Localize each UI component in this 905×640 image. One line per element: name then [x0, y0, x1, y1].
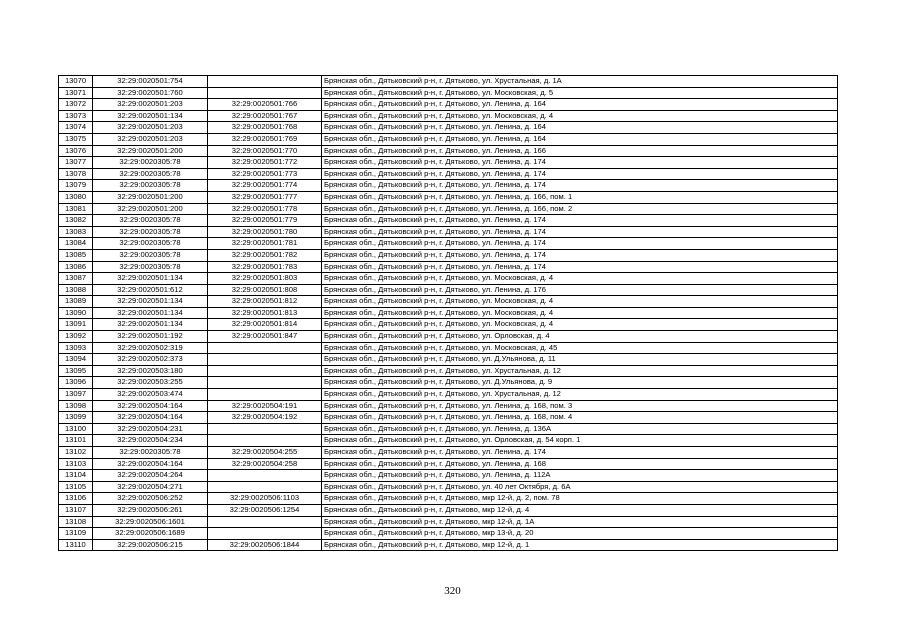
row-number-cell: 13080: [59, 191, 93, 203]
row-number-cell: 13106: [59, 493, 93, 505]
address-cell: Брянская обл., Дятьковский р-н, г. Дятьково, ул. Ленина, д. 136А: [322, 423, 838, 435]
address-cell: Брянская обл., Дятьковский р-н, г. Дятьково, ул. Ленина, д. 168, пом. 4: [322, 412, 838, 424]
table-row: [59, 284, 838, 296]
linked-cadastral-number-cell: 32:29:0020501:781: [208, 238, 322, 250]
row-number-cell: 13084: [59, 238, 93, 250]
cadastral-number-cell: 32:29:0020305:78: [93, 447, 208, 459]
address-cell: Брянская обл., Дятьковский р-н, г. Дятьково, ул. Московская, д. 5: [322, 87, 838, 99]
row-number-cell: 13086: [59, 261, 93, 273]
linked-cadastral-number-cell: [208, 481, 322, 493]
linked-cadastral-number-cell: [208, 470, 322, 482]
table-row: [59, 528, 838, 540]
cadastral-number-cell: 32:29:0020501:134: [93, 296, 208, 308]
linked-cadastral-number-cell: 32:29:0020501:769: [208, 133, 322, 145]
address-cell: Брянская обл., Дятьковский р-н, г. Дятьково, ул. Ленина, д. 174: [322, 249, 838, 261]
cadastral-number-cell: 32:29:0020501:612: [93, 284, 208, 296]
cadastral-number-cell: 32:29:0020504:164: [93, 458, 208, 470]
cadastral-number-cell: 32:29:0020305:78: [93, 249, 208, 261]
linked-cadastral-number-cell: 32:29:0020501:780: [208, 226, 322, 238]
table-row: [59, 238, 838, 250]
address-cell: Брянская обл., Дятьковский р-н, г. Дятьково, ул. Московская, д. 45: [322, 342, 838, 354]
row-number-cell: 13085: [59, 249, 93, 261]
table-row: [59, 122, 838, 134]
row-number-cell: 13083: [59, 226, 93, 238]
row-number-cell: 13088: [59, 284, 93, 296]
address-cell: Брянская обл., Дятьковский р-н, г. Дятьково, ул. Московская, д. 4: [322, 273, 838, 285]
linked-cadastral-number-cell: 32:29:0020501:777: [208, 191, 322, 203]
table-row: [59, 516, 838, 528]
linked-cadastral-number-cell: 32:29:0020501:847: [208, 331, 322, 343]
address-cell: Брянская обл., Дятьковский р-н, г. Дятьково, ул. Ленина, д. 174: [322, 157, 838, 169]
cadastral-number-cell: 32:29:0020501:134: [93, 307, 208, 319]
linked-cadastral-number-cell: 32:29:0020506:1254: [208, 504, 322, 516]
linked-cadastral-number-cell: 32:29:0020501:782: [208, 249, 322, 261]
cadastral-number-cell: 32:29:0020506:1689: [93, 528, 208, 540]
address-cell: Брянская обл., Дятьковский р-н, г. Дятьково, ул. Ленина, д. 168: [322, 458, 838, 470]
row-number-cell: 13103: [59, 458, 93, 470]
address-cell: Брянская обл., Дятьковский р-н, г. Дятьково, ул. Ленина, д. 164: [322, 99, 838, 111]
table-row: [59, 458, 838, 470]
table-row: [59, 133, 838, 145]
cadastral-number-cell: 32:29:0020506:1601: [93, 516, 208, 528]
row-number-cell: 13089: [59, 296, 93, 308]
table-row: [59, 504, 838, 516]
cadastral-number-cell: 32:29:0020501:203: [93, 122, 208, 134]
cadastral-number-cell: 32:29:0020501:200: [93, 191, 208, 203]
cadastral-number-cell: 32:29:0020501:760: [93, 87, 208, 99]
row-number-cell: 13079: [59, 180, 93, 192]
table-row: [59, 331, 838, 343]
cadastral-number-cell: 32:29:0020501:200: [93, 203, 208, 215]
address-cell: Брянская обл., Дятьковский р-н, г. Дятьково, ул. Ленина, д. 174: [322, 238, 838, 250]
table-row: [59, 307, 838, 319]
cadastral-number-cell: 32:29:0020506:252: [93, 493, 208, 505]
address-cell: Брянская обл., Дятьковский р-н, г. Дятьково, ул. Московская, д. 4: [322, 319, 838, 331]
address-cell: Брянская обл., Дятьковский р-н, г. Дятьково, ул. Хрустальная, д. 1А: [322, 76, 838, 88]
cadastral-number-cell: 32:29:0020501:134: [93, 273, 208, 285]
address-cell: Брянская обл., Дятьковский р-н, г. Дятьково, ул. Ленина, д. 166: [322, 145, 838, 157]
linked-cadastral-number-cell: [208, 354, 322, 366]
linked-cadastral-number-cell: 32:29:0020506:1844: [208, 539, 322, 551]
linked-cadastral-number-cell: 32:29:0020504:258: [208, 458, 322, 470]
linked-cadastral-number-cell: 32:29:0020501:773: [208, 168, 322, 180]
row-number-cell: 13109: [59, 528, 93, 540]
linked-cadastral-number-cell: 32:29:0020501:766: [208, 99, 322, 111]
linked-cadastral-number-cell: 32:29:0020501:779: [208, 215, 322, 227]
table-row: [59, 76, 838, 88]
table-row: [59, 296, 838, 308]
cadastral-number-cell: 32:29:0020504:231: [93, 423, 208, 435]
cadastral-number-cell: 32:29:0020503:255: [93, 377, 208, 389]
cadastral-number-cell: 32:29:0020305:78: [93, 261, 208, 273]
cadastral-number-cell: 32:29:0020503:180: [93, 365, 208, 377]
address-cell: Брянская обл., Дятьковский р-н, г. Дятьково, ул. Ленина, д. 166, пом. 2: [322, 203, 838, 215]
linked-cadastral-number-cell: [208, 377, 322, 389]
row-number-cell: 13097: [59, 389, 93, 401]
linked-cadastral-number-cell: 32:29:0020501:812: [208, 296, 322, 308]
property-table: [58, 75, 838, 551]
address-cell: Брянская обл., Дятьковский р-н, г. Дятьково, ул. Ленина, д. 164: [322, 122, 838, 134]
linked-cadastral-number-cell: [208, 528, 322, 540]
table-row: [59, 191, 838, 203]
table-row: [59, 226, 838, 238]
table-row: [59, 400, 838, 412]
row-number-cell: 13070: [59, 76, 93, 88]
address-cell: Брянская обл., Дятьковский р-н, г. Дятьково, ул. Ленина, д. 166, пом. 1: [322, 191, 838, 203]
address-cell: Брянская обл., Дятьковский р-н, г. Дятьково, ул. 40 лет Октября, д. 6А: [322, 481, 838, 493]
table-row: [59, 354, 838, 366]
row-number-cell: 13073: [59, 110, 93, 122]
address-cell: Брянская обл., Дятьковский р-н, г. Дятьково, ул. Ленина, д. 112А: [322, 470, 838, 482]
linked-cadastral-number-cell: 32:29:0020504:192: [208, 412, 322, 424]
cadastral-number-cell: 32:29:0020305:78: [93, 180, 208, 192]
linked-cadastral-number-cell: 32:29:0020501:783: [208, 261, 322, 273]
cadastral-number-cell: 32:29:0020504:164: [93, 400, 208, 412]
linked-cadastral-number-cell: [208, 342, 322, 354]
address-cell: Брянская обл., Дятьковский р-н, г. Дятьково, мкр 12-й, д. 4: [322, 504, 838, 516]
linked-cadastral-number-cell: 32:29:0020501:770: [208, 145, 322, 157]
address-cell: Брянская обл., Дятьковский р-н, г. Дятьково, ул. Д.Ульянова, д. 11: [322, 354, 838, 366]
table-row: [59, 377, 838, 389]
row-number-cell: 13105: [59, 481, 93, 493]
linked-cadastral-number-cell: 32:29:0020501:768: [208, 122, 322, 134]
linked-cadastral-number-cell: 32:29:0020501:767: [208, 110, 322, 122]
cadastral-number-cell: 32:29:0020504:264: [93, 470, 208, 482]
cadastral-number-cell: 32:29:0020501:203: [93, 133, 208, 145]
address-cell: Брянская обл., Дятьковский р-н, г. Дятьково, ул. Орловская, д. 54 корп. 1: [322, 435, 838, 447]
row-number-cell: 13096: [59, 377, 93, 389]
address-cell: Брянская обл., Дятьковский р-н, г. Дятьково, мкр 12-й, д. 1А: [322, 516, 838, 528]
row-number-cell: 13087: [59, 273, 93, 285]
address-cell: Брянская обл., Дятьковский р-н, г. Дятьково, ул. Ленина, д. 174: [322, 226, 838, 238]
linked-cadastral-number-cell: 32:29:0020501:814: [208, 319, 322, 331]
address-cell: Брянская обл., Дятьковский р-н, г. Дятьково, ул. Хрустальная, д. 12: [322, 365, 838, 377]
row-number-cell: 13107: [59, 504, 93, 516]
cadastral-number-cell: 32:29:0020502:373: [93, 354, 208, 366]
linked-cadastral-number-cell: 32:29:0020506:1103: [208, 493, 322, 505]
linked-cadastral-number-cell: [208, 423, 322, 435]
address-cell: Брянская обл., Дятьковский р-н, г. Дятьково, ул. Ленина, д. 174: [322, 168, 838, 180]
table-row: [59, 389, 838, 401]
row-number-cell: 13094: [59, 354, 93, 366]
linked-cadastral-number-cell: 32:29:0020501:772: [208, 157, 322, 169]
address-cell: Брянская обл., Дятьковский р-н, г. Дятьково, ул. Д.Ульянова, д. 9: [322, 377, 838, 389]
row-number-cell: 13098: [59, 400, 93, 412]
linked-cadastral-number-cell: [208, 435, 322, 447]
address-cell: Брянская обл., Дятьковский р-н, г. Дятьково, ул. Ленина, д. 168, пом. 3: [322, 400, 838, 412]
table-row: [59, 412, 838, 424]
row-number-cell: 13102: [59, 447, 93, 459]
cadastral-number-cell: 32:29:0020501:192: [93, 331, 208, 343]
table-row: [59, 249, 838, 261]
address-cell: Брянская обл., Дятьковский р-н, г. Дятьково, ул. Орловская, д. 4: [322, 331, 838, 343]
address-cell: Брянская обл., Дятьковский р-н, г. Дятьково, ул. Ленина, д. 176: [322, 284, 838, 296]
row-number-cell: 13100: [59, 423, 93, 435]
property-table-body: [59, 76, 838, 551]
table-row: [59, 481, 838, 493]
cadastral-number-cell: 32:29:0020501:200: [93, 145, 208, 157]
address-cell: Брянская обл., Дятьковский р-н, г. Дятьково, ул. Московская, д. 4: [322, 296, 838, 308]
linked-cadastral-number-cell: 32:29:0020501:808: [208, 284, 322, 296]
table-row: [59, 447, 838, 459]
table-row: [59, 180, 838, 192]
table-row: [59, 470, 838, 482]
table-row: [59, 261, 838, 273]
linked-cadastral-number-cell: 32:29:0020501:778: [208, 203, 322, 215]
row-number-cell: 13092: [59, 331, 93, 343]
cadastral-number-cell: 32:29:0020504:271: [93, 481, 208, 493]
address-cell: Брянская обл., Дятьковский р-н, г. Дятьково, мкр 12-й, д. 2, пом. 78: [322, 493, 838, 505]
row-number-cell: 13093: [59, 342, 93, 354]
row-number-cell: 13091: [59, 319, 93, 331]
address-cell: Брянская обл., Дятьковский р-н, г. Дятьково, ул. Московская, д. 4: [322, 110, 838, 122]
row-number-cell: 13104: [59, 470, 93, 482]
cadastral-number-cell: 32:29:0020504:234: [93, 435, 208, 447]
table-row: [59, 157, 838, 169]
linked-cadastral-number-cell: [208, 76, 322, 88]
linked-cadastral-number-cell: 32:29:0020501:813: [208, 307, 322, 319]
linked-cadastral-number-cell: [208, 389, 322, 401]
table-row: [59, 423, 838, 435]
row-number-cell: 13110: [59, 539, 93, 551]
address-cell: Брянская обл., Дятьковский р-н, г. Дятьково, мкр 12-й, д. 1: [322, 539, 838, 551]
linked-cadastral-number-cell: 32:29:0020501:803: [208, 273, 322, 285]
row-number-cell: 13071: [59, 87, 93, 99]
address-cell: Брянская обл., Дятьковский р-н, г. Дятьково, ул. Ленина, д. 164: [322, 133, 838, 145]
row-number-cell: 13082: [59, 215, 93, 227]
address-cell: Брянская обл., Дятьковский р-н, г. Дятьково, ул. Ленина, д. 174: [322, 180, 838, 192]
cadastral-number-cell: 32:29:0020305:78: [93, 168, 208, 180]
table-row: [59, 435, 838, 447]
row-number-cell: 13101: [59, 435, 93, 447]
linked-cadastral-number-cell: 32:29:0020504:191: [208, 400, 322, 412]
linked-cadastral-number-cell: [208, 516, 322, 528]
address-cell: Брянская обл., Дятьковский р-н, г. Дятьково, ул. Ленина, д. 174: [322, 447, 838, 459]
cadastral-number-cell: 32:29:0020501:203: [93, 99, 208, 111]
row-number-cell: 13078: [59, 168, 93, 180]
cadastral-number-cell: 32:29:0020503:474: [93, 389, 208, 401]
table-row: [59, 539, 838, 551]
cadastral-number-cell: 32:29:0020305:78: [93, 215, 208, 227]
table-row: [59, 365, 838, 377]
table-row: [59, 215, 838, 227]
table-row: [59, 145, 838, 157]
address-cell: Брянская обл., Дятьковский р-н, г. Дятьково, мкр 13-й, д. 20: [322, 528, 838, 540]
address-cell: Брянская обл., Дятьковский р-н, г. Дятьково, ул. Московская, д. 4: [322, 307, 838, 319]
row-number-cell: 13095: [59, 365, 93, 377]
cadastral-number-cell: 32:29:0020305:78: [93, 157, 208, 169]
table-row: [59, 273, 838, 285]
cadastral-number-cell: 32:29:0020504:164: [93, 412, 208, 424]
cadastral-number-cell: 32:29:0020501:754: [93, 76, 208, 88]
row-number-cell: 13074: [59, 122, 93, 134]
cadastral-number-cell: 32:29:0020506:261: [93, 504, 208, 516]
table-row: [59, 493, 838, 505]
row-number-cell: 13076: [59, 145, 93, 157]
row-number-cell: 13077: [59, 157, 93, 169]
cadastral-number-cell: 32:29:0020305:78: [93, 238, 208, 250]
linked-cadastral-number-cell: 32:29:0020504:255: [208, 447, 322, 459]
row-number-cell: 13108: [59, 516, 93, 528]
cadastral-number-cell: 32:29:0020502:319: [93, 342, 208, 354]
row-number-cell: 13072: [59, 99, 93, 111]
table-row: [59, 342, 838, 354]
page-number: 320: [444, 585, 461, 597]
cadastral-number-cell: 32:29:0020305:78: [93, 226, 208, 238]
table-row: [59, 319, 838, 331]
row-number-cell: 13090: [59, 307, 93, 319]
row-number-cell: 13075: [59, 133, 93, 145]
table-row: [59, 87, 838, 99]
linked-cadastral-number-cell: 32:29:0020501:774: [208, 180, 322, 192]
linked-cadastral-number-cell: [208, 87, 322, 99]
table-row: [59, 99, 838, 111]
address-cell: Брянская обл., Дятьковский р-н, г. Дятьково, ул. Ленина, д. 174: [322, 261, 838, 273]
row-number-cell: 13081: [59, 203, 93, 215]
cadastral-number-cell: 32:29:0020506:215: [93, 539, 208, 551]
table-row: [59, 203, 838, 215]
linked-cadastral-number-cell: [208, 365, 322, 377]
cadastral-number-cell: 32:29:0020501:134: [93, 319, 208, 331]
cadastral-number-cell: 32:29:0020501:134: [93, 110, 208, 122]
table-row: [59, 110, 838, 122]
address-cell: Брянская обл., Дятьковский р-н, г. Дятьково, ул. Хрустальная, д. 12: [322, 389, 838, 401]
address-cell: Брянская обл., Дятьковский р-н, г. Дятьково, ул. Ленина, д. 174: [322, 215, 838, 227]
row-number-cell: 13099: [59, 412, 93, 424]
table-row: [59, 168, 838, 180]
